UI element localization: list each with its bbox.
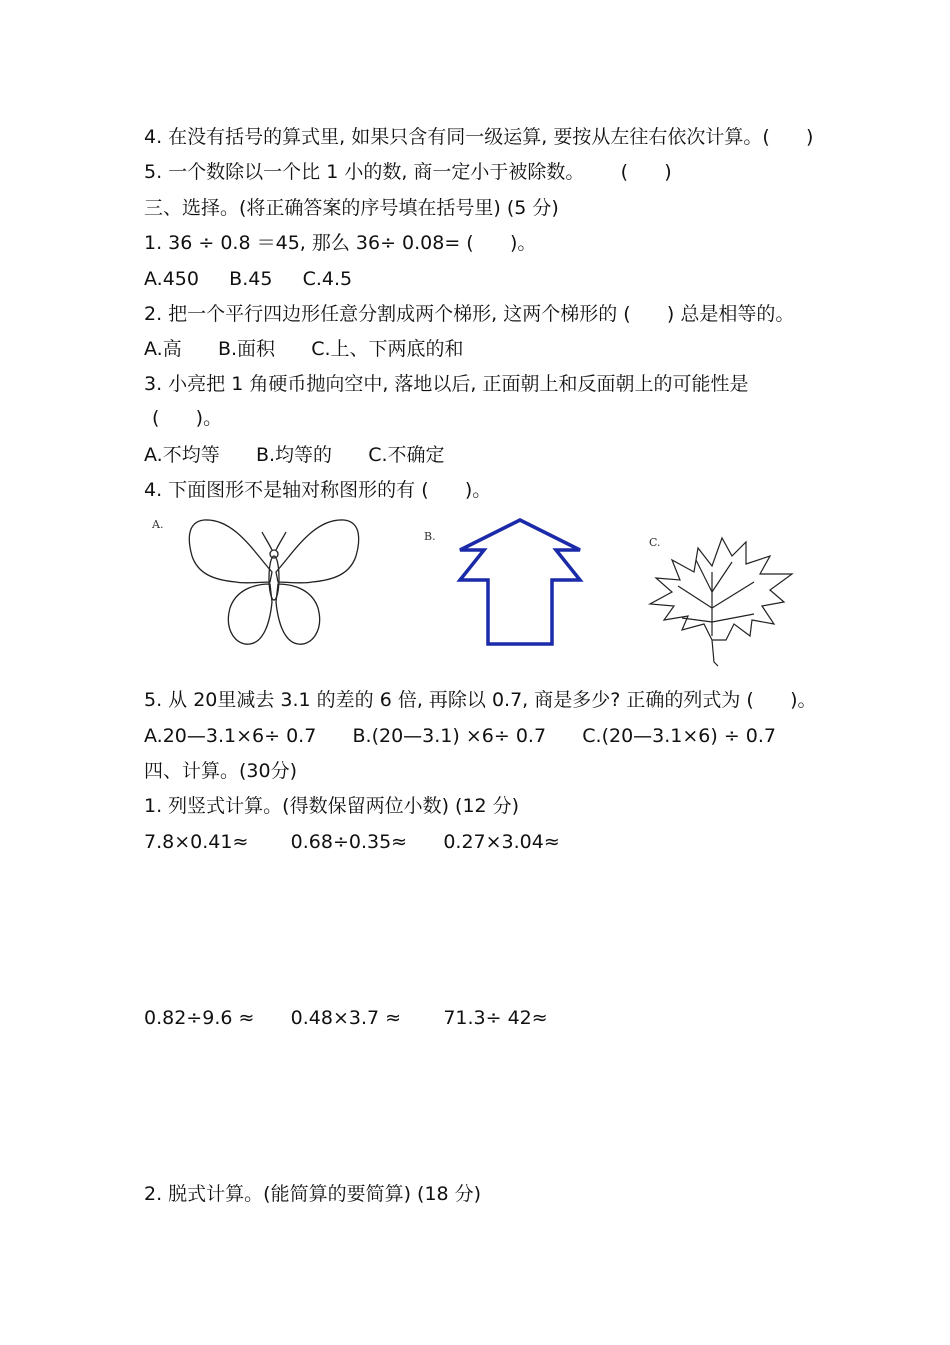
section-3-heading: 三、选择。(将正确答案的序号填在括号里) (5 分) (144, 197, 559, 219)
section-4-heading: 四、计算。(30分) (144, 760, 298, 782)
judge-question-4: 4. 在没有括号的算式里, 如果只含有同一级运算, 要按从左往右依次计算。( ) (144, 126, 814, 148)
maple-leaf-icon (642, 512, 802, 668)
figure-a-label: A. (152, 518, 164, 531)
figure-b-label: B. (424, 530, 436, 543)
choice-question-2: 2. 把一个平行四边形任意分割成两个梯形, 这两个梯形的 ( ) 总是相等的。 (144, 303, 795, 325)
figure-c-label: C. (649, 536, 661, 549)
choice-question-3-options: A.不均等 B.均等的 C.不确定 (144, 444, 445, 466)
calc-row-2: 0.82÷9.6 ≈ 0.48×3.7 ≈ 71.3÷ 42≈ (144, 1007, 548, 1029)
choice-question-1: 1. 36 ÷ 0.8 ＝45, 那么 36÷ 0.08= ( )。 (144, 232, 537, 254)
calc-part-1-heading: 1. 列竖式计算。(得数保留两位小数) (12 分) (144, 795, 520, 817)
calc-part-2-heading: 2. 脱式计算。(能简算的要简算) (18 分) (144, 1183, 482, 1205)
calc-row-1: 7.8×0.41≈ 0.68÷0.35≈ 0.27×3.04≈ (144, 831, 560, 853)
choice-question-2-options: A.高 B.面积 C.上、下两底的和 (144, 338, 464, 360)
choice-question-3-line1: 3. 小亮把 1 角硬币抛向空中, 落地以后, 正面朝上和反面朝上的可能性是 (144, 373, 749, 395)
judge-question-5: 5. 一个数除以一个比 1 小的数, 商一定小于被除数。 ( ) (144, 161, 672, 183)
choice-question-4: 4. 下面图形不是轴对称图形的有 ( )。 (144, 479, 492, 501)
choice-question-5: 5. 从 20里减去 3.1 的差的 6 倍, 再除以 0.7, 商是多少? 正确的列式为 ( )。 (144, 689, 817, 711)
symmetry-figures (144, 512, 804, 668)
arrow-up-icon (450, 512, 590, 652)
butterfly-icon (184, 512, 364, 652)
choice-question-5-options: A.20—3.1×6÷ 0.7 B.(20—3.1) ×6÷ 0.7 C.(20—3.1×6) ÷ 0.7 (144, 725, 777, 747)
choice-question-1-options: A.450 B.45 C.4.5 (144, 268, 353, 290)
choice-question-3-line2: ( )。 (152, 407, 223, 429)
